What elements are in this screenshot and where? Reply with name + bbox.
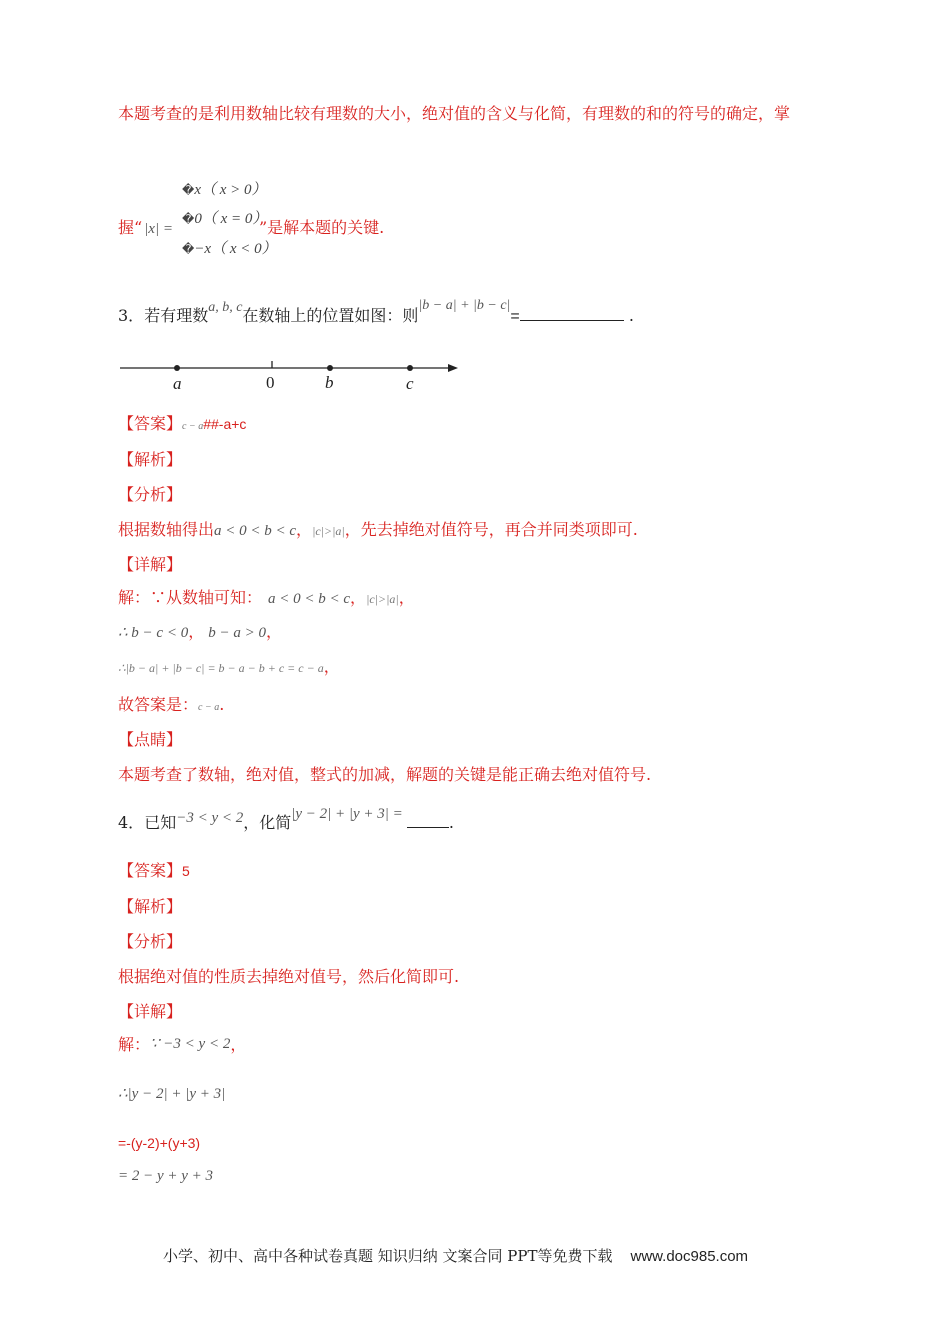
footer-text: 小学、初中、高中各种试卷真题 知识归纳 文案合同 PPT等免费下载 [163, 1247, 613, 1265]
q3-fenxi-text [118, 519, 638, 542]
q3-answer-line [118, 413, 246, 438]
q4-step-2 [118, 1082, 225, 1105]
q3-fenxi-t1: 根据数轴得出 [118, 520, 215, 539]
q4-step-1-math: ∵ −3 < y < 2 [150, 1036, 231, 1052]
q4-xiangjie-heading: 【详解】 [118, 1002, 183, 1021]
question-4-text-2: ，化简 [243, 813, 292, 832]
q3-answer-tag: 【答案】 [118, 414, 183, 433]
question-3-end: . [623, 306, 634, 325]
q4-step-2-math: ∴|y − 2| + |y + 3| [118, 1086, 226, 1102]
q3-step-4-text: 故答案是： [118, 695, 199, 714]
q3-step-3-math: ∴|b − a| + |b − c| = b − a − b + c = c − a [118, 661, 324, 675]
question-4-end: . [448, 813, 454, 832]
q3-step-2-end: ， [265, 622, 282, 641]
q4-step-4-math: = 2 − y + y + 3 [118, 1168, 214, 1184]
question-4-number: 4． [118, 813, 145, 832]
piecewise-lhs: |x| = [144, 221, 173, 237]
q3-step-2-math-2: b − a > 0 [208, 625, 266, 641]
q4-fenxi-text: 根据绝对值的性质去掉绝对值号，然后化简即可. [118, 967, 460, 986]
number-line-label-0: 0 [266, 373, 275, 392]
q3-step-1-math-2: |c|>|a| [366, 592, 399, 606]
question-3-vars: a, b, c [208, 300, 243, 315]
question-3 [118, 298, 634, 329]
q4-answer-text: 5 [182, 863, 190, 879]
piecewise-case-1: �x（ x > 0） [182, 182, 267, 198]
q4-step-1 [118, 1034, 246, 1057]
q3-fenxi-t2: ， [296, 520, 313, 539]
q4-jiexi-heading: 【解析】 [118, 897, 183, 916]
q3-answer-math: c − a [182, 421, 204, 432]
q3-step-1 [118, 587, 415, 610]
question-3-equals: = [510, 308, 520, 325]
q4-answer-tag: 【答案】 [118, 861, 183, 880]
q3-step-1-math-1: a < 0 < b < c [268, 591, 351, 607]
q3-step-1-sep: ， [350, 588, 367, 607]
piecewise-case-2: �0（ x = 0） [182, 211, 268, 227]
question-4-math-1: −3 < y < 2 [176, 810, 244, 826]
number-line-label-a: a [173, 374, 182, 393]
question-3-text-1: 若有理数 [144, 306, 209, 325]
question-3-expression: |b − a| + |b − c| [418, 298, 511, 313]
q3-step-2-math-1: ∴ b − c < 0 [118, 625, 189, 641]
q3-step-2 [118, 621, 282, 644]
page-footer [163, 1245, 748, 1266]
summary-prefix: 握“ [118, 218, 143, 237]
number-line-label-b: b [325, 373, 334, 392]
question-4-text-1: 已知 [144, 813, 177, 832]
q3-step-1-end: ， [398, 588, 415, 607]
question-4-blank [407, 811, 449, 828]
q3-step-2-sep: ， [188, 622, 205, 641]
q4-step-4 [118, 1164, 213, 1187]
q3-step-1-text: 解：∵从数轴可知： [118, 588, 263, 607]
q4-answer-line [118, 860, 190, 882]
q3-fenxi-m2: |c|>|a| [312, 524, 345, 538]
question-4-math-2: |y − 2| + |y + 3| = [291, 806, 403, 822]
q3-fenxi-t3: ，先去掉绝对值符号，再合并同类项即可. [344, 520, 638, 539]
q3-fenxi-heading: 【分析】 [118, 485, 183, 504]
q3-fenxi-m1: a < 0 < b < c [214, 523, 297, 539]
piecewise-case-3: �−x（ x < 0） [182, 241, 277, 257]
footer-url[interactable]: www.doc985.com [630, 1248, 749, 1265]
summary-suffix: ”是解本题的关键. [258, 218, 385, 237]
q4-fenxi-heading: 【分析】 [118, 932, 183, 951]
question-3-number: 3． [118, 306, 145, 325]
q3-dianjing-text: 本题考查了数轴，绝对值，整式的加减，解题的关键是能正确去绝对值符号. [118, 765, 652, 784]
q3-jiexi-heading: 【解析】 [118, 450, 183, 469]
q3-step-4-math: c − a [198, 702, 220, 713]
q4-step-1-text: 解： [118, 1035, 151, 1054]
question-3-text-2: 在数轴上的位置如图：则 [242, 306, 419, 325]
q3-answer-text: ##-a+c [203, 416, 247, 432]
number-line-label-c: c [406, 374, 414, 393]
q3-step-4 [118, 694, 224, 719]
question-3-blank [520, 304, 624, 321]
question-4 [118, 806, 454, 835]
q3-step-3 [118, 656, 340, 679]
q3-dianjing-heading: 【点睛】 [118, 730, 183, 749]
summary-line-1: 本题考查的是利用数轴比较有理数的大小，绝对值的含义与化简，有理数的和的符号的确定，掌 [118, 104, 791, 123]
q3-step-4-end: . [219, 695, 225, 714]
q4-step-1-end: ， [230, 1035, 247, 1054]
q3-xiangjie-heading: 【详解】 [118, 555, 183, 574]
q4-step-3: =-(y-2)+(y+3) [118, 1135, 201, 1151]
q3-step-3-end: ， [323, 657, 340, 676]
